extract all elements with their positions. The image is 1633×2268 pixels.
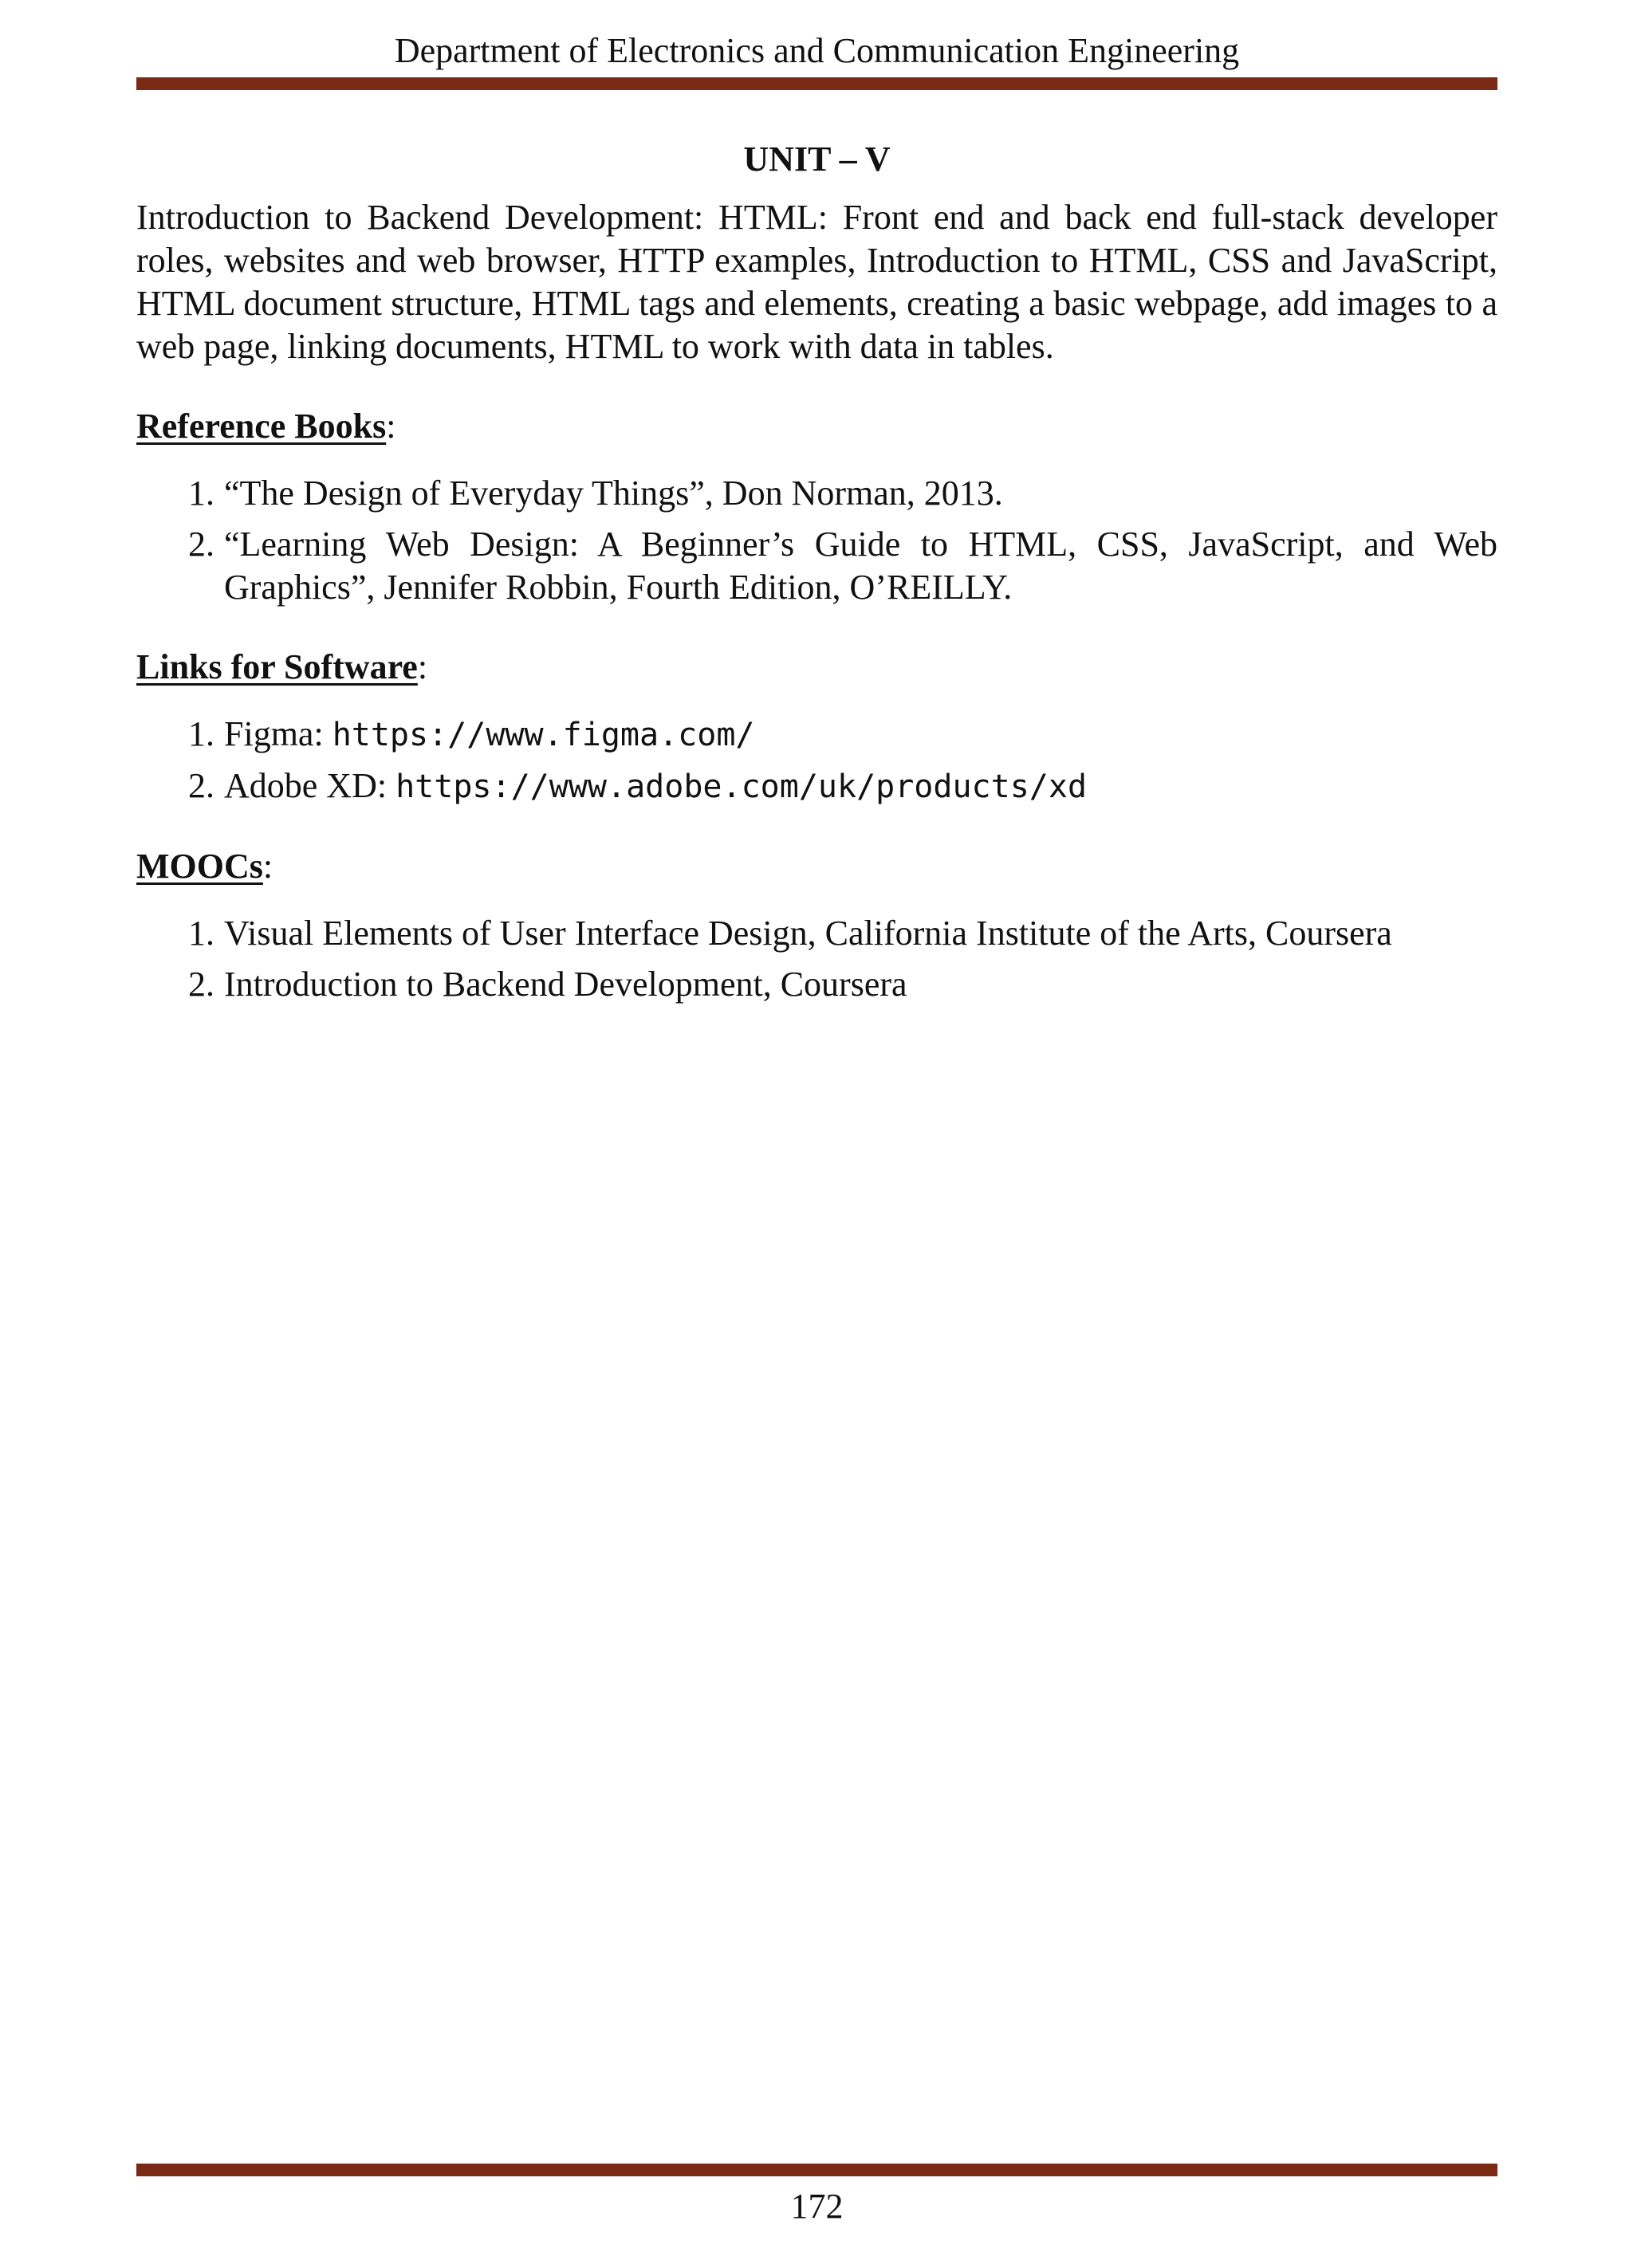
page-content — [136, 136, 1497, 1014]
moocs-heading — [136, 845, 1497, 888]
list-item-number: 2. — [188, 766, 214, 805]
list-item-text: Visual Elements of User Interface Design, California Institute of the Arts, Coursera — [224, 914, 1392, 953]
reference-books-heading-text: Reference Books — [136, 407, 387, 446]
list-item — [136, 523, 1497, 609]
list-item-text — [224, 713, 1497, 757]
list-item — [136, 963, 1497, 1006]
footer-rule — [136, 2164, 1497, 2176]
list-item — [136, 765, 1497, 808]
page-number: 172 — [790, 2187, 844, 2226]
adobe-xd-link[interactable]: https://www.adobe.com/uk/products/xd — [395, 768, 1088, 805]
list-item-number: 1. — [188, 914, 214, 953]
software-links-heading — [136, 646, 1497, 689]
list-item-text — [224, 765, 1497, 808]
unit-title: UNIT – V — [743, 140, 891, 179]
list-item — [136, 912, 1497, 955]
figma-link[interactable]: https://www.figma.com/ — [332, 717, 755, 753]
list-item-text: Introduction to Backend Development, Coursera — [224, 965, 907, 1004]
heading-colon: : — [262, 847, 273, 886]
reference-books-heading — [136, 405, 1497, 448]
list-item-text: “Learning Web Design: A Beginner’s Guide to HTML, CSS, JavaScript, and Web Graphics”, Jennifer Robbin, Fourth Edition, O’REILLY. — [224, 525, 1497, 607]
list-item-number: 2. — [188, 965, 214, 1004]
heading-colon: : — [386, 407, 396, 446]
list-item-number: 1. — [188, 474, 214, 513]
software-label: Figma: — [224, 714, 333, 753]
unit-intro-paragraph: Introduction to Backend Development: HTML: Front end and back end full-stack developer roles, websites and web browser, HTTP examples, Introduction to HTML, CSS and JavaScript, HTML document structure, HTML tags and elements, creating a basic webpage, add images to a web page, linking documents, HTML to work with data in tables. — [136, 198, 1497, 366]
software-label: Adobe XD: — [224, 766, 396, 805]
moocs-heading-text: MOOCs — [136, 847, 263, 886]
list-item — [136, 713, 1497, 757]
list-item-number: 1. — [188, 714, 214, 753]
reference-books-list — [136, 472, 1497, 609]
list-item-number: 2. — [188, 525, 214, 564]
moocs-list — [136, 912, 1497, 1006]
header-rule — [136, 77, 1497, 90]
software-links-list — [136, 713, 1497, 808]
list-item-text: “The Design of Everyday Things”, Don Norman, 2013. — [224, 474, 1003, 513]
page-header: Department of Electronics and Communication Engineering — [394, 31, 1240, 70]
heading-colon: : — [417, 647, 428, 686]
list-item — [136, 472, 1497, 515]
software-links-heading-text: Links for Software — [136, 647, 418, 686]
